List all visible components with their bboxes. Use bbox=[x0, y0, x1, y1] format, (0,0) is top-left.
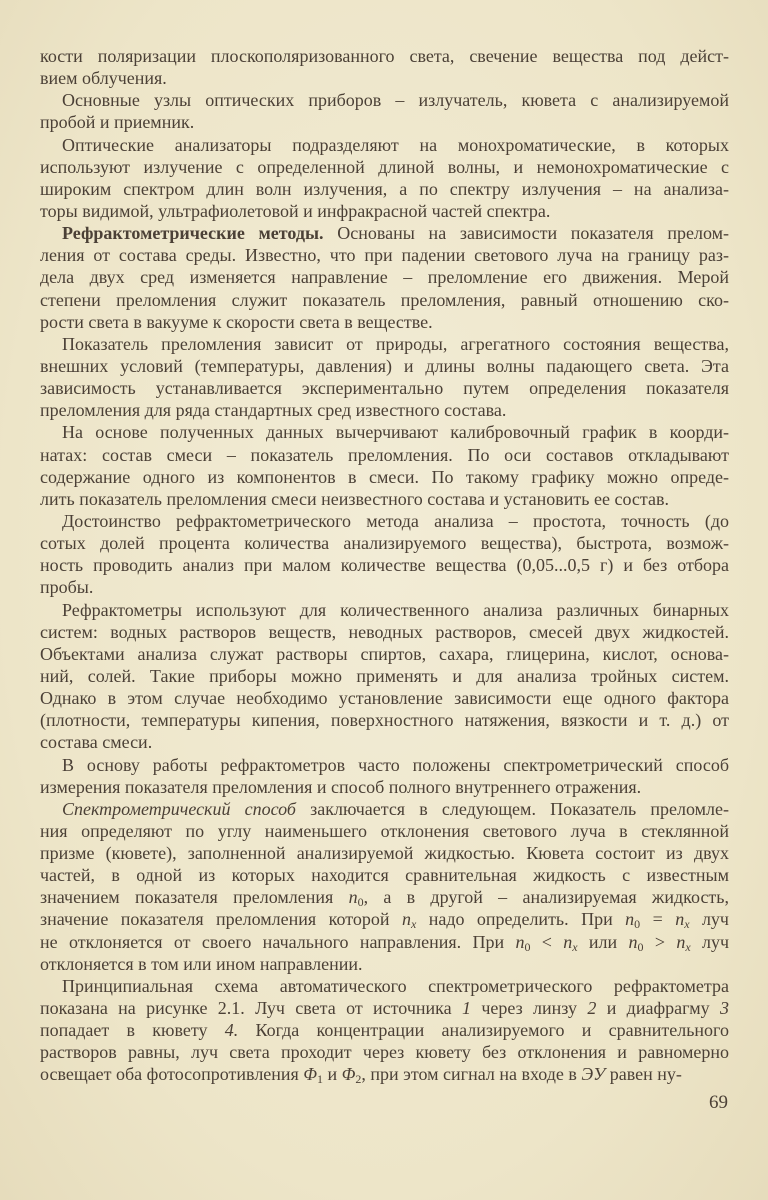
text-line: Рефрактометрические методы. Основаны на зависимости показателя прелом- bbox=[62, 223, 729, 244]
text-line: используют излучение с определенной длиной волны, и немонохроматические с bbox=[40, 156, 729, 177]
text-line: рости света в вакууме к скорости света в веществе. bbox=[40, 311, 433, 332]
italic-text: n bbox=[563, 931, 573, 952]
text-line: Спектрометрический способ заключается в следующем. Показатель преломле- bbox=[62, 798, 729, 819]
text-line: не отклоняется от своего начального направления. При $n_0 < n_x$ или $n_0 > n_x$ луч bbox=[40, 931, 730, 954]
text-line: состава смеси. bbox=[40, 732, 153, 753]
italic-text: n bbox=[628, 931, 638, 952]
text-line: Основные узлы оптических приборов – излучатель, кювета с анализируемой bbox=[62, 90, 729, 111]
italic-text: n bbox=[348, 887, 358, 908]
paragraph bbox=[40, 975, 729, 1086]
text-line: показана на рисунке 2.1. Луч света от источника 1 через линзу 2 и диафрагму 3 bbox=[40, 998, 729, 1019]
text-line: значение показателя преломления которой $n_x$ надо определить. При $n_0 = n_x$ луч bbox=[40, 909, 729, 932]
bold-heading: Рефрактометрические методы. bbox=[62, 223, 324, 244]
paragraph bbox=[40, 45, 729, 89]
italic-text: n bbox=[515, 931, 525, 952]
text-line: (плотности, температуры кипения, поверхностного натяжения, вязкости и т. д.) от bbox=[40, 710, 729, 731]
paragraph bbox=[40, 599, 729, 754]
italic-text: 1 bbox=[461, 998, 471, 1019]
text-line: освещает оба фотосопротивления $\Phi_1$ и $\Phi_2$, при этом сигнал на входе в ЭУ равен ну- bbox=[40, 1064, 682, 1087]
italic-text: ЭУ bbox=[581, 1064, 606, 1085]
subscript: 0 bbox=[637, 939, 644, 954]
text-line: На основе полученных данных вычерчивают калибровочный график в коорди- bbox=[62, 422, 729, 443]
subscript: 0 bbox=[634, 917, 641, 932]
text-line: измерения показателя преломления и способ полного внутреннего отражения. bbox=[40, 776, 642, 797]
text-line: Принципиальная схема автоматического спектрометрического рефрактометра bbox=[62, 975, 729, 996]
text-line: преломления для ряда стандартных сред известного состава. bbox=[40, 400, 507, 421]
subscript: 0 bbox=[524, 939, 531, 954]
paragraph bbox=[40, 333, 729, 422]
paragraph bbox=[40, 222, 729, 333]
text-line: Достоинство рефрактометрического метода анализа – простота, точность (до bbox=[62, 510, 729, 531]
subscript: x bbox=[572, 939, 578, 954]
paragraph bbox=[40, 89, 729, 133]
text-line: степени преломления служит показатель преломления, равный отношению ско- bbox=[40, 289, 729, 310]
text-line: торы видимой, ультрафиолетовой и инфракрасной частей спектра. bbox=[40, 200, 551, 221]
text-line: внешних условий (температуры, давления) и длины волны падающего света. Эта bbox=[40, 355, 729, 376]
italic-text: n bbox=[675, 909, 685, 930]
text-line: Объектами анализа служат растворы спиртов, сахара, глицерина, кислот, основа- bbox=[40, 643, 729, 664]
text-line: В основу работы рефрактометров часто положены спектрометрический способ bbox=[62, 754, 729, 775]
text-line: значением показателя преломления $n_0$, а в другой – анализируемая жидкость, bbox=[40, 887, 730, 910]
body-text bbox=[40, 45, 729, 1086]
text-line: ность проводить анализ при малом количестве вещества (0,05...0,5 г) и без отбора bbox=[40, 555, 729, 576]
italic-text: n bbox=[676, 931, 686, 952]
text-line: натах: состав смеси – показатель преломления. По оси составов откладывают bbox=[40, 444, 729, 465]
italic-text: 2 bbox=[587, 998, 597, 1019]
page-number: 69 bbox=[709, 1092, 728, 1113]
paragraph bbox=[40, 754, 729, 798]
paragraph bbox=[40, 510, 729, 599]
text-line: Рефрактометры используют для количественного анализа различных бинарных bbox=[62, 599, 729, 620]
text-line: ления от состава среды. Известно, что при падении светового луча на границу раз- bbox=[40, 245, 729, 266]
paragraph bbox=[40, 798, 729, 975]
text-line: попадает в кювету 4. Когда концентрации анализируемого и сравнительного bbox=[40, 1020, 729, 1041]
text-line: кости поляризации плоскополяризованного света, свечение вещества под дейст- bbox=[40, 46, 729, 66]
italic-text: n bbox=[625, 909, 635, 930]
text-line: растворов равны, луч света проходит через кювету без отклонения и равномерно bbox=[40, 1042, 729, 1063]
text-line: широким спектром длин волн излучения, а по спектру излучения – на анализа- bbox=[40, 178, 729, 199]
text-line: ния определяют по углу наименьшего отклонения светового луча в стеклянной bbox=[40, 820, 729, 841]
text-line: пробой и приемник. bbox=[40, 112, 195, 133]
text-line: Однако в этом случае необходимо установление зависимости еще одного фактора bbox=[40, 688, 729, 709]
text-line: лить показатель преломления смеси неизвестного состава и установить ее состав. bbox=[40, 488, 669, 509]
text-line: пробы. bbox=[40, 577, 94, 598]
text-line: Оптические анализаторы подразделяют на монохроматические, в которых bbox=[62, 134, 729, 155]
text-line: частей, в одной из которых находится сравнительная жидкость с известным bbox=[40, 865, 729, 886]
subscript: x bbox=[684, 917, 690, 932]
text-line: сотых долей процента количества анализируемого вещества), быстрота, возмож- bbox=[40, 533, 729, 554]
italic-text: Φ bbox=[303, 1064, 318, 1085]
text-line: отклоняется в том или ином направлении. bbox=[40, 953, 363, 974]
italic-text: 3 bbox=[720, 998, 729, 1019]
italic-text: n bbox=[401, 909, 411, 930]
text-line: ний, солей. Такие приборы можно применять и для анализа тройных систем. bbox=[40, 665, 729, 686]
text-line: содержание одного из компонентов в смеси. По такому графику можно опреде- bbox=[40, 466, 729, 487]
italic-text: Φ bbox=[341, 1064, 356, 1085]
subscript: x bbox=[685, 939, 691, 954]
subscript: 1 bbox=[317, 1072, 324, 1087]
subscript: 0 bbox=[357, 895, 364, 910]
italic-text: 4. bbox=[224, 1020, 239, 1041]
subscript: x bbox=[410, 917, 417, 932]
text-line: дела двух сред изменяется направление – преломление его движения. Мерой bbox=[40, 267, 729, 288]
subscript: 2 bbox=[355, 1072, 362, 1087]
text-line: призме (кювете), заполненной анализируемой жидкостью. Кювета состоит из двух bbox=[40, 843, 729, 864]
italic-text: Спектрометрический способ bbox=[62, 798, 296, 819]
text-line: систем: водных растворов веществ, неводных растворов, смесей двух жидкостей. bbox=[40, 621, 729, 642]
text-line: вием облучения. bbox=[40, 68, 167, 89]
text-line: Показатель преломления зависит от природы, агрегатного состояния вещества, bbox=[62, 333, 729, 354]
paragraph bbox=[40, 421, 729, 510]
text-line: зависимость устанавливается экспериментально путем определения показателя bbox=[40, 378, 729, 399]
paragraph bbox=[40, 134, 729, 223]
